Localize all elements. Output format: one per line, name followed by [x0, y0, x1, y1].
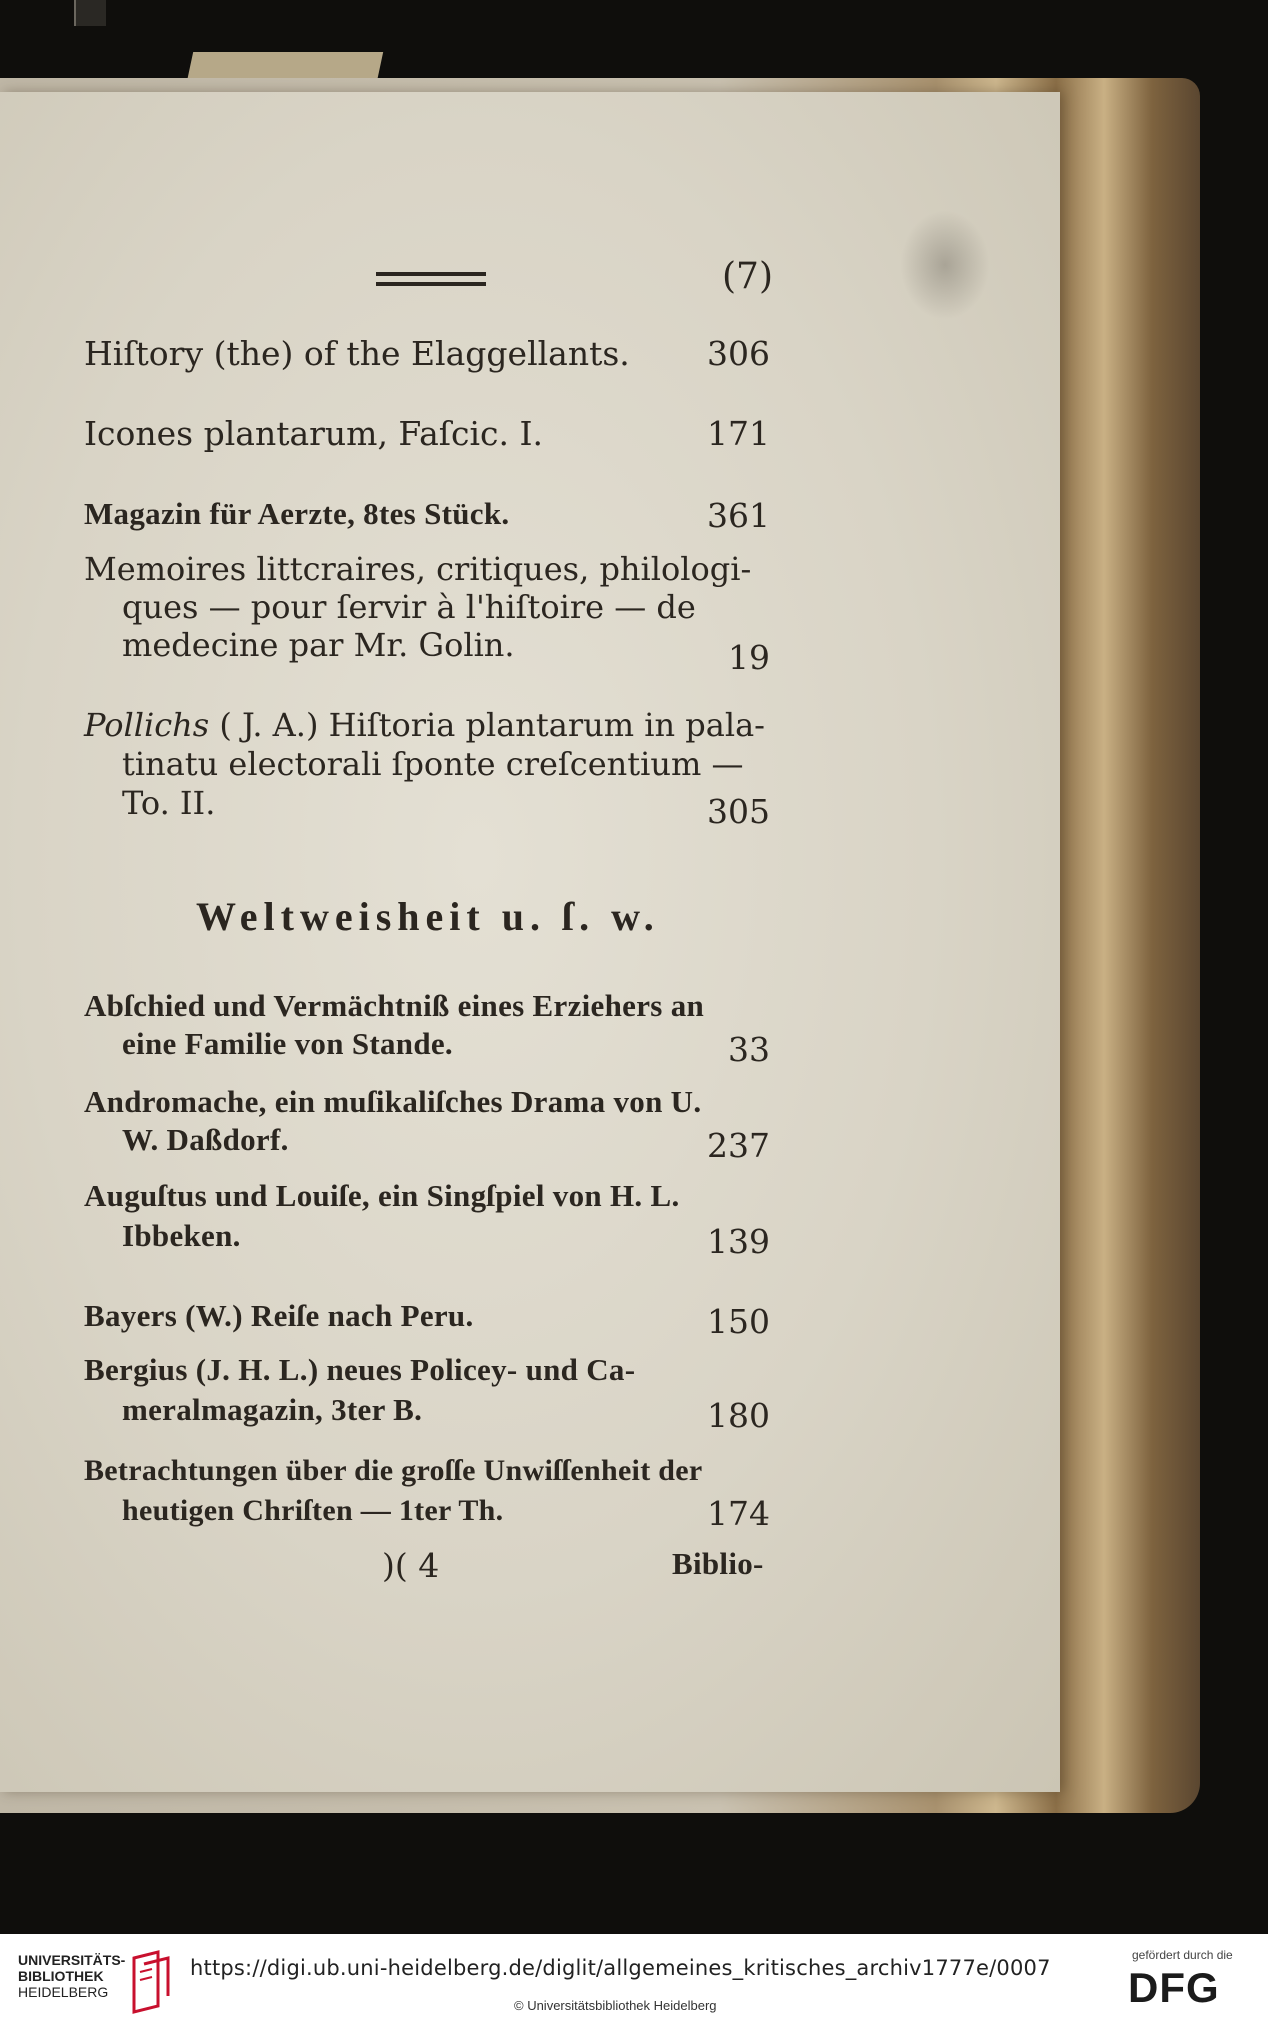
entry-page: 305	[707, 792, 770, 831]
entry-line: To. II.	[122, 784, 216, 822]
entry-page: 19	[728, 638, 770, 677]
funding-label: gefördert durch die	[1132, 1948, 1233, 1962]
entry-line: W. Daßdorf.	[122, 1122, 289, 1157]
entry-line: Bayers (W.) Reiſe nach Peru.	[84, 1298, 474, 1333]
entry-page: 306	[707, 334, 770, 373]
library-name-line: BIBLIOTHEK	[18, 1968, 104, 1984]
entry-page: 361	[707, 496, 770, 535]
catchword: Biblio-	[672, 1546, 764, 1581]
section-heading: Weltweisheit u. ſ. w.	[196, 894, 660, 939]
library-name	[18, 1952, 125, 2000]
entry-line: Auguſtus und Louiſe, ein Singſpiel von H. L.	[84, 1178, 680, 1213]
entry-line: Andromache, ein muſikaliſches Drama von U.	[84, 1084, 702, 1119]
entry-title: Icones plantarum, Faſcic. I.	[84, 414, 544, 453]
entry-page: 237	[707, 1126, 770, 1165]
entry-page: 180	[707, 1396, 770, 1435]
entry-line: meralmagazin, 3ter B.	[122, 1392, 423, 1427]
entry-line: Bergius (J. H. L.) neues Policey- und Ca-	[84, 1352, 636, 1387]
page-stain	[900, 210, 990, 320]
entry-line: Memoires littcraires, critiques, philologi-	[84, 550, 752, 588]
library-name-line: UNIVERSITÄTS-	[18, 1952, 126, 1968]
entry-page: 33	[728, 1030, 770, 1069]
entry-line: medecine par Mr. Golin.	[122, 626, 515, 664]
copyright-notice: © Universitätsbibliothek Heidelberg	[514, 1998, 717, 2013]
entry-line: Ibbeken.	[122, 1218, 241, 1253]
library-logo-icon	[128, 1948, 174, 2016]
entry-line: tinatu electorali ſponte creſcentium —	[122, 745, 744, 783]
entry-line: Abſchied und Vermächtniß eines Erziehers an	[84, 988, 705, 1023]
library-name-line: HEIDELBERG	[18, 1984, 109, 2000]
viewer-footer	[0, 1934, 1268, 2028]
entry-page: 150	[707, 1302, 770, 1341]
entry-title: Hiſtory (the) of the Elaggellants.	[84, 334, 630, 373]
entry-line: heutigen Chriſten — 1ter Th.	[122, 1494, 504, 1527]
dfg-logo: DFG	[1128, 1964, 1220, 2011]
permalink-url[interactable]: https://digi.ub.uni-heidelberg.de/diglit/allgemeines_kritisches_archiv1777e/0007	[190, 1956, 1051, 1980]
header-double-rule	[376, 272, 486, 286]
entry-page: 139	[707, 1222, 770, 1261]
book-spine	[74, 0, 106, 26]
entry-line: ( J. A.) Hiſtoria plantarum in pala-	[219, 706, 765, 744]
entry-line: eine Familie von Stande.	[122, 1026, 453, 1061]
entry-title: Magazin für Aerzte, 8tes Stück.	[84, 496, 510, 531]
entry-author: Pollichs	[84, 706, 210, 744]
entry-line: ques — pour ſervir à l'hiſtoire — de	[122, 588, 696, 626]
entry-line: Betrachtungen über die groſſe Unwiſſenheit der	[84, 1454, 703, 1487]
entry-page: 171	[707, 414, 770, 453]
entry-page: 174	[707, 1494, 770, 1533]
signature-mark: )( 4	[382, 1546, 440, 1585]
page-number: (7)	[722, 256, 773, 297]
